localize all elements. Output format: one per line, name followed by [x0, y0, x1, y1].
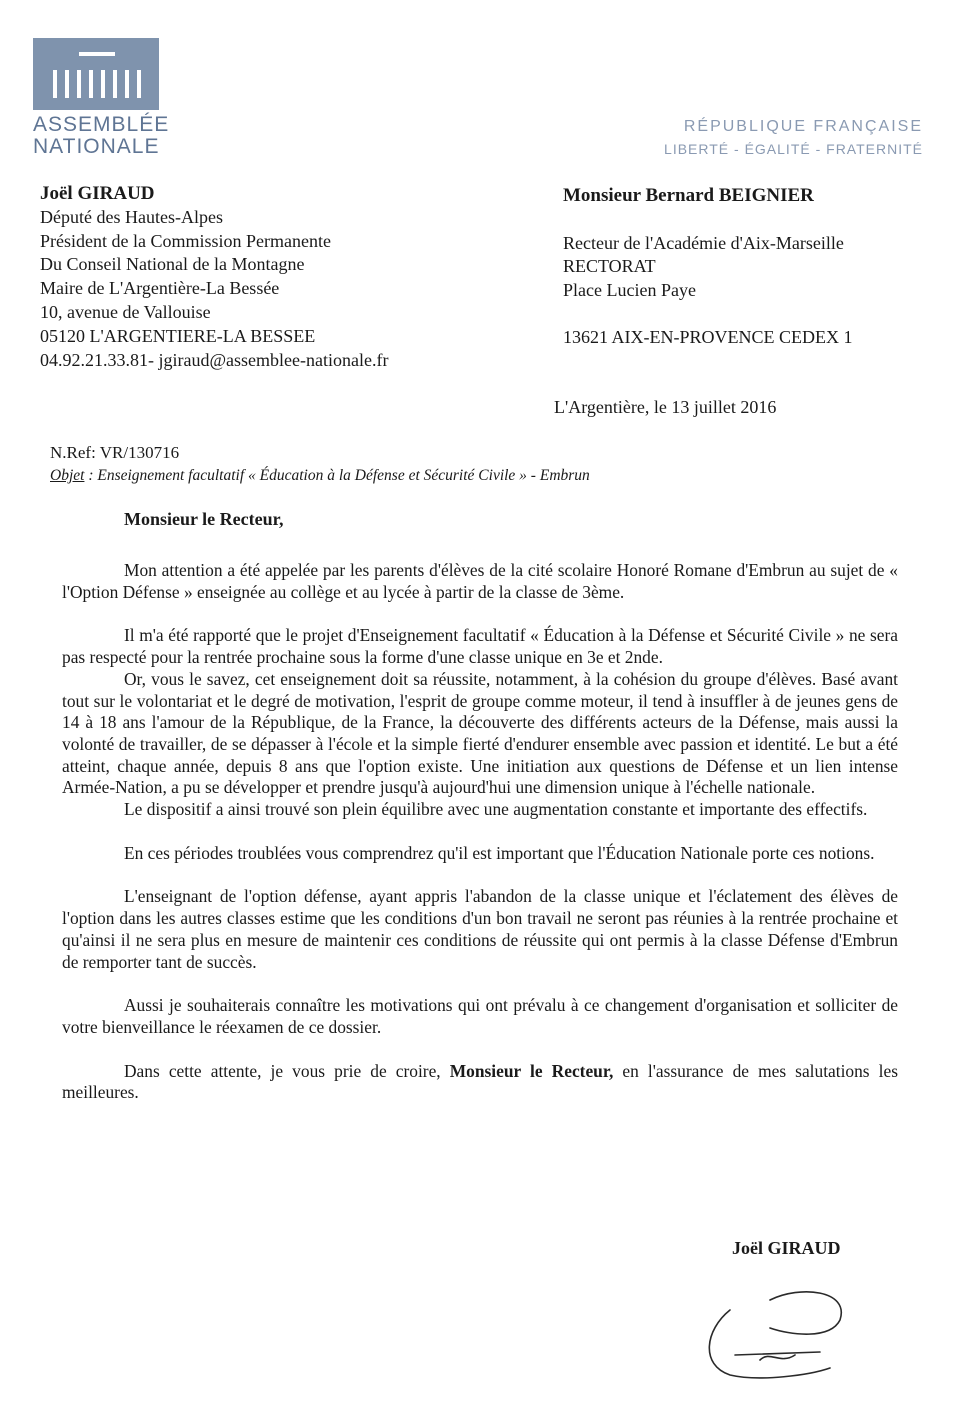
sender-line: Président de la Commission Permanente — [40, 230, 331, 251]
objet-label: Objet — [50, 467, 85, 484]
body-paragraph: Aussi je souhaiterais connaître les motivations qui ont prévalu à ce changement d'organisation et solliciter de votre bienveillance le réexamen de ce dossier. — [62, 995, 898, 1037]
closing-after: en l'assurance de mes salutations les meilleures. — [62, 1060, 898, 1103]
logo-line-1: ASSEMBLÉE — [33, 113, 170, 136]
body-paragraph: Mon attention a été appelée par les parents d'élèves de la cité scolaire Honoré Romane d'Embrun au sujet de « l'Option Défense » enseignée au collège et au lycée à partir de la classe de 3ème. — [62, 560, 898, 602]
sender-line: 10, avenue de Vallouise — [40, 301, 211, 322]
logo-text — [33, 113, 170, 158]
logo-line-2: NATIONALE — [33, 135, 160, 158]
handwritten-signature — [700, 1280, 860, 1390]
republique-motto: LIBERTÉ - ÉGALITÉ - FRATERNITÉ — [664, 141, 923, 157]
body-paragraph: L'enseignant de l'option défense, ayant appris l'abandon de la classe unique et l'éclatement des élèves de l'option dans les autres classes estime que les conditions d'un bon travail ne seront pas réunies à la rentrée prochaine et qu'ainsi il ne sera plus en mesure de maintenir ces conditions de réussite qui ont permis à la classe Défense d'Embrun de remporter tant de succès. — [62, 886, 898, 972]
republique-title: RÉPUBLIQUE FRANÇAISE — [683, 118, 923, 135]
recipient-block — [563, 184, 853, 350]
salutation: Monsieur le Recteur, — [124, 509, 284, 529]
sender-name: Joël GIRAUD — [40, 183, 155, 204]
parliament-icon — [33, 38, 159, 110]
objet-text: : Enseignement facultatif « Éducation à la Défense et Sécurité Civile » - Embrun — [84, 467, 590, 484]
body-paragraph: Or, vous le savez, cet enseignement doit sa réussite, notamment, à la cohésion du groupe d'élèves. Basé avant tout sur le volontariat et le degré de motivation, l'esprit de groupe comme moteur, il tend à insuffler à de jeunes gens de 14 à 18 ans l'amour de la République, de la France, la découverte des différents acteurs de la Défense, mais aussi la volonté de travailler, de se dépasser à l'école et la simple fierté d'endurer ensemble avec passion et identité. Le but a été atteint, chaque année, depuis 8 ans que l'option existe. Une initiation aux questions de Défense et un lien intense Armée-Nation, a pu se développer et prendre jusqu'à aujourd'hui une dimension unique à l'échelle nationale. — [62, 668, 898, 798]
republique-header — [664, 116, 923, 160]
closing-paragraph — [62, 1061, 898, 1104]
recipient-postal: 13621 AIX-EN-PROVENCE CEDEX 1 — [563, 327, 853, 347]
recipient-line: RECTORAT — [563, 256, 656, 276]
body-paragraph: Il m'a été rapporté que le projet d'Enseignement facultatif « Éducation à la Défense et Sécurité Civile » ne sera pas respecté pour la rentrée prochaine sous la forme d'une classe unique en 3e et 2nde. — [62, 625, 898, 668]
body-paragraph: En ces périodes troublées vous comprendrez qu'il est important que l'Éducation Nationale porte ces notions. — [124, 842, 875, 863]
reference-number: N.Ref: VR/130716 — [50, 443, 180, 462]
closing-bold: Monsieur le Recteur, — [449, 1060, 614, 1081]
reference-block — [50, 441, 590, 487]
letter-date: L'Argentière, le 13 juillet 2016 — [554, 397, 777, 417]
sender-line: Député des Hautes-Alpes — [40, 206, 223, 227]
sender-line: Du Conseil National de la Montagne — [40, 254, 305, 275]
recipient-line: Recteur de l'Académie d'Aix-Marseille — [563, 232, 844, 253]
sender-line: 05120 L'ARGENTIERE-LA BESSEE — [40, 325, 316, 346]
assemblee-nationale-logo — [33, 38, 170, 158]
letter-body — [62, 560, 898, 1104]
sender-line: Maire de L'Argentière-La Bessée — [40, 278, 280, 299]
recipient-line: Place Lucien Paye — [563, 279, 696, 300]
signature-name: Joël GIRAUD — [732, 1238, 841, 1258]
sender-contact: 04.92.21.33.81- jgiraud@assemblee-nationale.fr — [40, 349, 389, 370]
recipient-name: Monsieur Bernard BEIGNIER — [563, 185, 814, 206]
sender-block — [40, 182, 388, 372]
body-paragraph: Le dispositif a ainsi trouvé son plein équilibre avec une augmentation constante et importante des effectifs. — [124, 799, 868, 820]
objet-line — [50, 464, 590, 487]
closing-before: Dans cette attente, je vous prie de croire, — [124, 1060, 450, 1081]
